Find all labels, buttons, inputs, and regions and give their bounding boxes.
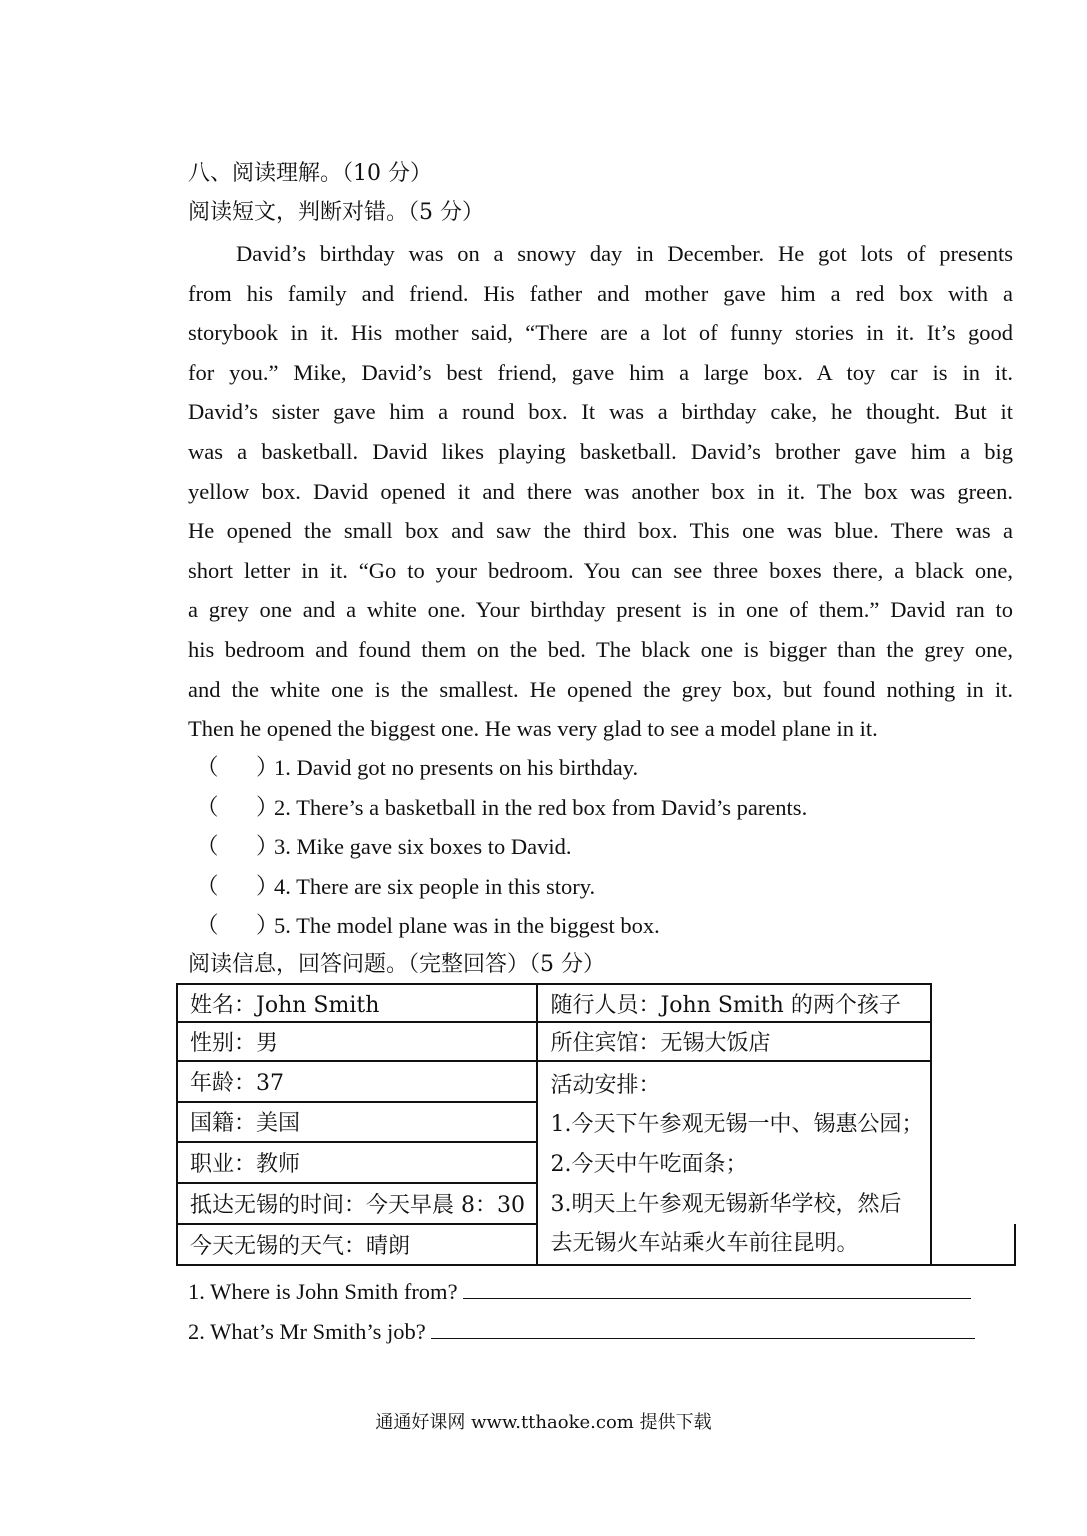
info-cell-nationality: 国籍：美国 [177,1102,537,1143]
passage-line: his bedroom and found them on the bed. The black one is bigger than the grey one, [188,636,1013,662]
answer-paren-open[interactable]: （ [196,874,219,899]
passage-line: He opened the small box and saw the third box. This one was blue. There was a [188,518,1013,544]
activity-item: 2.今天中午吃面条； [550,1151,748,1177]
answer-paren-open[interactable]: （ [196,913,219,938]
info-cell-spacer [931,1224,1015,1265]
part2-title: 阅读信息，回答问题。（完整回答）（5 分） [188,952,605,977]
question-text: 1. David got no presents on his birthday. [274,755,639,780]
passage-line: short letter in it. “Go to your bedroom. You can see three boxes there, a black one, [188,557,1013,583]
answer-question-2 [188,1318,975,1346]
answer-paren-close: ） [256,834,279,859]
passage-line: David’s sister gave him a round box. It was a birthday cake, he thought. But it [188,399,1013,425]
tf-question-3 [196,833,571,861]
question-text: 2. There’s a basketball in the red box from David’s parents. [274,795,808,820]
question-text: 1. Where is John Smith from? [188,1279,458,1304]
info-cell-gender: 性别：男 [177,1022,537,1060]
info-cell-companions: 随行人员：John Smith 的两个孩子 [537,984,930,1022]
answer-paren-close: ） [256,874,279,899]
answer-paren-close: ） [256,913,279,938]
question-text: 4. There are six people in this story. [274,874,596,899]
passage-line: yellow box. David opened it and there was another box in it. The box was green. [188,478,1013,504]
answer-paren-close: ） [256,755,279,780]
tf-question-5 [196,912,660,940]
tf-question-4 [196,873,595,901]
info-cell-job: 职业：教师 [177,1142,537,1183]
info-cell-age: 年龄：37 [177,1061,537,1102]
reading-passage [188,234,1013,749]
activity-item: 去无锡火车站乘火车前往昆明。 [550,1231,859,1257]
passage-line: Then he opened the biggest one. He was very glad to see a model plane in it. [188,716,878,742]
answer-paren-open[interactable]: （ [196,795,219,820]
page-footer: 通通好课网 www.tthaoke.com 提供下载 [375,1412,712,1433]
passage-line: was a basketball. David likes playing basketball. David’s brother gave him a big [188,438,1013,464]
passage-line: for you.” Mike, David’s best friend, gave him a large box. A toy car is in it. [188,359,1013,385]
tf-question-1 [196,754,638,782]
answer-paren-open[interactable]: （ [196,755,219,780]
question-text: 5. The model plane was in the biggest box. [274,913,660,938]
answer-paren-close: ） [256,795,279,820]
passage-line: from his family and friend. His father and mother gave him a red box with a [188,280,1013,306]
info-cell-activities [537,1061,930,1265]
info-cell-name: 姓名：John Smith [177,984,537,1022]
passage-line: and the white one is the smallest. He opened the grey box, but found nothing in it. [188,676,1013,702]
info-cell-weather: 今天无锡的天气：晴朗 [177,1224,537,1265]
answer-question-1 [188,1278,971,1306]
section-title: 八、阅读理解。（10 分） [188,161,432,186]
activity-item: 3.明天上午参观无锡新华学校，然后 [550,1191,902,1217]
passage-line: David’s birthday was on a snowy day in December. He got lots of presents [236,241,1013,266]
part1-title: 阅读短文，判断对错。（5 分） [188,200,484,225]
answer-blank[interactable] [463,1280,971,1299]
question-text: 3. Mike gave six boxes to David. [274,834,572,859]
activities-title: 活动安排： [550,1072,661,1098]
passage-line: storybook in it. His mother said, “There are a lot of funny stories in it. It’s good [188,320,1013,346]
answer-blank[interactable] [431,1320,975,1339]
info-cell-hotel: 所住宾馆：无锡大饭店 [537,1022,930,1060]
answer-paren-open[interactable]: （ [196,834,219,859]
info-table [176,983,1016,1266]
passage-line: a grey one and a white one. Your birthday present is in one of them.” David ran to [188,597,1013,623]
question-text: 2. What’s Mr Smith’s job? [188,1319,426,1344]
activity-item: 1.今天下午参观无锡一中、锡惠公园； [550,1112,924,1138]
tf-question-2 [196,794,807,822]
info-cell-arrival: 抵达无锡的时间：今天早晨 8：30 [177,1183,537,1224]
